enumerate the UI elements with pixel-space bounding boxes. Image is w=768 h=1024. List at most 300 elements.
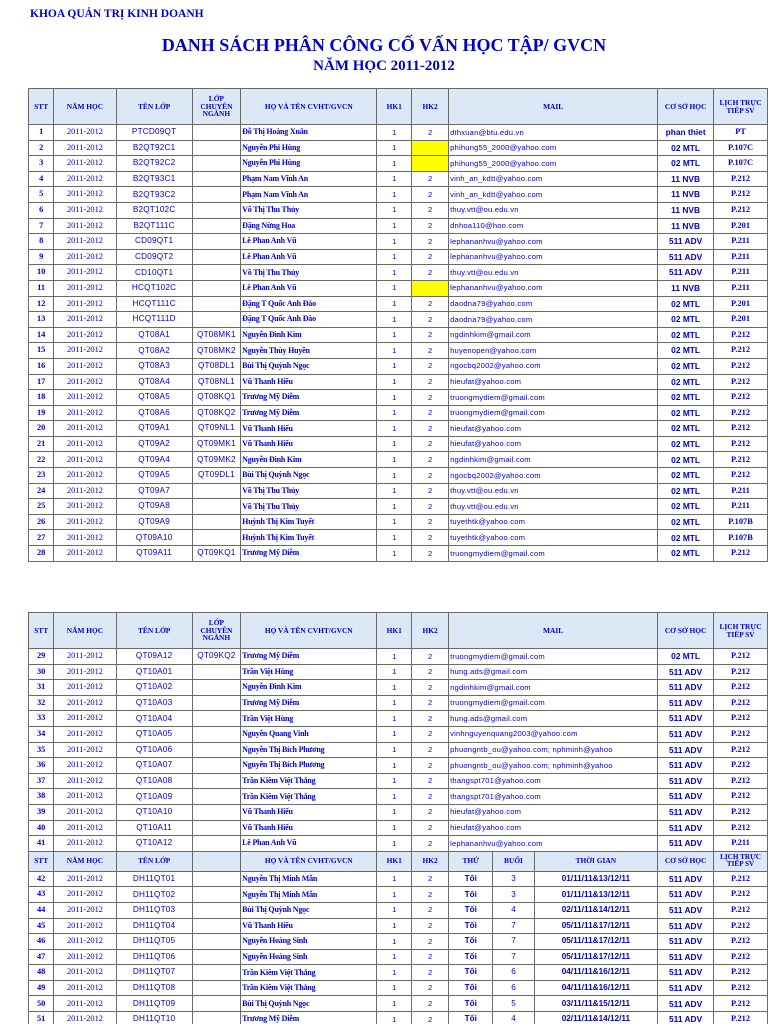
room-cell: P.212 [714,711,768,727]
stt-cell: 42 [29,871,54,887]
hk1-cell: 1 [377,312,412,328]
col-thu-header: THỨ [449,851,493,871]
class-cell: DH11QT04 [116,918,192,934]
mail-cell[interactable]: lephananhvu@yahoo.com [449,836,658,852]
spec-class-cell [192,773,241,789]
table-row [29,187,768,203]
mail-cell[interactable]: vinhnguyenquang2003@yahoo.com [449,726,658,742]
spec-class-cell [192,140,241,156]
campus-cell: 02 MTL [658,421,714,437]
campus-cell: 511 ADV [658,965,714,981]
class-cell: DH11QT02 [116,887,192,903]
mail-cell[interactable]: truongmydiem@gmail.com [449,695,658,711]
mail-cell[interactable]: daodna79@yahoo.com [449,312,658,328]
spec-class-cell [192,156,241,172]
table-row [29,664,768,680]
mail-cell[interactable]: lephananhvu@yahoo.com [449,280,658,296]
campus-cell: 511 ADV [658,887,714,903]
col-room-header: LỊCH TRỰC TIẾP SV [714,851,768,871]
advisor-name-cell: Phạm Nam Vĩnh An [241,171,377,187]
col-campus-header: CƠ SỞ HỌC [658,851,714,871]
advisor-name-cell: Nguyễn Hoàng Sinh [241,949,377,965]
room-cell: P.212 [714,680,768,696]
room-cell: P.212 [714,327,768,343]
spec-class-cell [192,726,241,742]
advisor-name-cell: Huỳnh Thị Kim Tuyết [241,530,377,546]
mail-cell[interactable]: hieufat@yahoo.com [449,820,658,836]
year-cell: 2011-2012 [54,202,116,218]
spec-class-cell: QT09KQ1 [192,546,241,562]
hk1-cell: 1 [377,249,412,265]
table-section-header [29,851,768,871]
room-cell: P.212 [714,804,768,820]
year-cell: 2011-2012 [54,452,116,468]
class-cell: QT10A03 [116,695,192,711]
stt-cell: 23 [29,468,54,484]
hk1-cell: 1 [377,202,412,218]
mail-cell[interactable]: tuyethtk@yahoo.com [449,514,658,530]
campus-cell: 511 ADV [658,249,714,265]
mail-cell[interactable]: dnhoa110@hoo.com [449,218,658,234]
mail-cell[interactable]: ngdinhkim@gmail.com [449,680,658,696]
room-cell: P.212 [714,789,768,805]
spec-class-cell [192,125,241,141]
campus-cell: 511 ADV [658,664,714,680]
campus-cell: 02 MTL [658,140,714,156]
spec-class-cell [192,202,241,218]
advisor-name-cell: Vũ Thanh Hiếu [241,804,377,820]
class-cell: QT09A10 [116,530,192,546]
spec-class-cell [192,980,241,996]
hk1-cell: 1 [377,358,412,374]
hk1-cell: 1 [377,140,412,156]
mail-cell[interactable]: thangspt701@yahoo.com [449,773,658,789]
hk2-cell: 2 [412,374,449,390]
spec-class-cell [192,742,241,758]
spec-class-cell [192,758,241,774]
year-cell: 2011-2012 [54,820,116,836]
advisor-name-cell: Đặng T Quốc Anh Đào [241,312,377,328]
hk1-cell: 1 [377,343,412,359]
col-class-header: TÊN LỚP [116,851,192,871]
advisor-name-cell: Nguyễn Đình Kim [241,452,377,468]
room-cell: P.212 [714,202,768,218]
stt-cell: 5 [29,187,54,203]
mail-cell[interactable]: thangspt701@yahoo.com [449,789,658,805]
mail-cell[interactable]: ngocbq2002@yahoo.com [449,358,658,374]
time-cell: 01/11/11&13/12/11 [534,887,658,903]
advisor-name-cell: Nguyễn Đình Kim [241,327,377,343]
hk1-cell: 1 [377,820,412,836]
table-row [29,358,768,374]
mail-cell[interactable]: phihung55_2000@yahoo.com [449,156,658,172]
advisor-name-cell: Nguyễn Phi Hùng [241,156,377,172]
room-cell: P.212 [714,664,768,680]
col-hk2-header: HK2 [412,613,449,649]
spec-class-cell [192,514,241,530]
year-cell: 2011-2012 [54,871,116,887]
campus-cell: phan thiet [658,125,714,141]
session-cell: 6 [493,965,534,981]
room-cell: P.212 [714,871,768,887]
session-cell: 7 [493,949,534,965]
stt-cell: 15 [29,343,54,359]
room-cell: P.212 [714,949,768,965]
table-header-row [29,613,768,649]
campus-cell: 02 MTL [658,296,714,312]
table-row [29,390,768,406]
room-cell: P.212 [714,996,768,1012]
spec-class-cell [192,483,241,499]
campus-cell: 11 NVB [658,280,714,296]
year-cell: 2011-2012 [54,280,116,296]
stt-cell: 9 [29,249,54,265]
day-cell: Tối [449,918,493,934]
hk2-cell: 2 [412,680,449,696]
table-row [29,726,768,742]
campus-cell: 02 MTL [658,312,714,328]
table-row [29,125,768,141]
day-cell: Tối [449,934,493,950]
stt-cell: 20 [29,421,54,437]
hk2-cell: 2 [412,820,449,836]
hk1-cell: 1 [377,546,412,562]
room-cell: P.212 [714,390,768,406]
advisor-name-cell: Trần Kiêm Việt Thắng [241,965,377,981]
year-cell: 2011-2012 [54,234,116,250]
mail-cell[interactable]: thuy.vtt@ou.edu.vn [449,265,658,281]
col-stt-header: STT [29,89,54,125]
stt-cell: 16 [29,358,54,374]
hk2-cell: 2 [412,436,449,452]
spec-class-cell [192,664,241,680]
time-cell: 01/11/11&13/12/11 [534,871,658,887]
mail-cell[interactable]: truongmydiem@gmail.com [449,405,658,421]
stt-cell: 26 [29,514,54,530]
mail-cell[interactable]: vinh_an_kdtt@yahoo.com [449,171,658,187]
advisor-name-cell: Trương Mỹ Diễm [241,546,377,562]
advisor-name-cell: Nguyễn Đình Kim [241,680,377,696]
time-cell: 05/11/11&17/12/11 [534,934,658,950]
table-row [29,327,768,343]
hk2-cell: 2 [412,902,449,918]
advisor-name-cell: Đặng Nừng Hoa [241,218,377,234]
room-cell: P.107B [714,530,768,546]
table-row [29,421,768,437]
spec-class-cell [192,280,241,296]
spec-class-cell [192,171,241,187]
spec-class-cell [192,695,241,711]
advisor-name-cell: Trương Mỹ Diễm [241,405,377,421]
mail-cell[interactable]: thuy.vtt@ou.edu.vn [449,202,658,218]
hk2-cell [412,140,449,156]
class-cell: B2QT92C1 [116,140,192,156]
room-cell: P.212 [714,965,768,981]
hk1-cell: 1 [377,758,412,774]
hk2-cell: 2 [412,649,449,665]
table-row [29,887,768,903]
spec-class-cell [192,1012,241,1024]
mail-cell[interactable]: phuongntb_ou@yahoo.com; nphminh@yahoo [449,742,658,758]
advisor-name-cell: Nguyễn Hoàng Sinh [241,934,377,950]
day-cell: Tối [449,902,493,918]
time-cell: 04/11/11&16/12/11 [534,980,658,996]
hk2-cell: 2 [412,530,449,546]
hk2-cell: 2 [412,187,449,203]
mail-cell[interactable]: thuy.vtt@ou.edu.vn [449,483,658,499]
hk2-cell: 2 [412,965,449,981]
hk1-cell: 1 [377,280,412,296]
col-hk2-header: HK2 [412,851,449,871]
class-cell: DH11QT01 [116,871,192,887]
year-cell: 2011-2012 [54,664,116,680]
stt-cell: 40 [29,820,54,836]
spec-class-cell [192,836,241,852]
mail-cell[interactable]: thuy.vtt@ou.edu.vn [449,499,658,515]
campus-cell: 511 ADV [658,680,714,696]
col-hk1-header: HK1 [377,613,412,649]
class-cell: B2QT93C1 [116,171,192,187]
school-year-title: NĂM HỌC 2011-2012 [313,58,455,74]
hk1-cell: 1 [377,156,412,172]
table-row [29,514,768,530]
room-cell: P.211 [714,499,768,515]
hk1-cell: 1 [377,405,412,421]
hk2-cell: 2 [412,249,449,265]
mail-cell[interactable]: hieufat@yahoo.com [449,374,658,390]
advisor-name-cell: Trần Việt Hùng [241,711,377,727]
campus-cell: 511 ADV [658,996,714,1012]
table-row [29,452,768,468]
hk1-cell: 1 [377,664,412,680]
hk2-cell: 2 [412,742,449,758]
day-cell: Tối [449,996,493,1012]
stt-cell: 30 [29,664,54,680]
table-row [29,789,768,805]
table-row [29,405,768,421]
day-cell: Tối [449,887,493,903]
table-row [29,312,768,328]
mail-cell[interactable]: hieufat@yahoo.com [449,421,658,437]
year-cell: 2011-2012 [54,949,116,965]
class-cell: B2QT111C [116,218,192,234]
time-cell: 02/11/11&14/12/11 [534,1012,658,1024]
room-cell: P.211 [714,265,768,281]
col-mail-header: MAIL [449,613,658,649]
spec-class-cell [192,902,241,918]
spec-class-cell [192,949,241,965]
campus-cell: 11 NVB [658,171,714,187]
class-cell: QT08A6 [116,405,192,421]
hk2-cell: 2 [412,934,449,950]
day-cell: Tối [449,980,493,996]
room-cell: P.212 [714,468,768,484]
stt-cell: 32 [29,695,54,711]
table-row [29,949,768,965]
hk1-cell: 1 [377,649,412,665]
table-row [29,902,768,918]
table-row [29,280,768,296]
campus-cell: 02 MTL [658,156,714,172]
room-cell: P.212 [714,187,768,203]
stt-cell: 25 [29,499,54,515]
year-cell: 2011-2012 [54,405,116,421]
hk2-cell: 2 [412,405,449,421]
mail-cell[interactable]: hung.ads@gmail.com [449,711,658,727]
campus-cell: 511 ADV [658,234,714,250]
stt-cell: 1 [29,125,54,141]
hk1-cell: 1 [377,918,412,934]
hk1-cell: 1 [377,125,412,141]
mail-cell[interactable]: daodna79@yahoo.com [449,296,658,312]
campus-cell: 511 ADV [658,949,714,965]
hk2-cell: 2 [412,871,449,887]
class-cell: CD09QT2 [116,249,192,265]
campus-cell: 02 MTL [658,358,714,374]
mail-cell[interactable]: hung.ads@gmail.com [449,664,658,680]
mail-cell[interactable]: truongmydiem@gmail.com [449,649,658,665]
spec-class-cell: QT08KQ2 [192,405,241,421]
stt-cell: 39 [29,804,54,820]
table-row [29,468,768,484]
table-row [29,918,768,934]
room-cell: P.212 [714,171,768,187]
mail-cell[interactable]: huyenopen@yahoo.com [449,343,658,359]
campus-cell: 511 ADV [658,711,714,727]
stt-cell: 38 [29,789,54,805]
table-row [29,996,768,1012]
class-cell: QT10A10 [116,804,192,820]
hk1-cell: 1 [377,965,412,981]
mail-cell[interactable]: hieufat@yahoo.com [449,804,658,820]
mail-cell[interactable]: phihung55_2000@yahoo.com [449,140,658,156]
stt-cell: 22 [29,452,54,468]
class-cell: QT09A2 [116,436,192,452]
year-cell: 2011-2012 [54,965,116,981]
hk1-cell: 1 [377,773,412,789]
campus-cell: 511 ADV [658,918,714,934]
time-cell: 05/11/11&17/12/11 [534,918,658,934]
stt-cell: 27 [29,530,54,546]
table-row [29,140,768,156]
advisor-name-cell: Nguyễn Thị Bích Phương [241,758,377,774]
stt-cell: 50 [29,996,54,1012]
spec-class-cell: QT08KQ1 [192,390,241,406]
hk1-cell: 1 [377,436,412,452]
hk1-cell: 1 [377,789,412,805]
col-hk1-header: HK1 [377,851,412,871]
mail-cell[interactable]: truongmydiem@gmail.com [449,390,658,406]
hk1-cell: 1 [377,218,412,234]
advisor-name-cell: Bùi Thị Quỳnh Ngọc [241,996,377,1012]
day-cell: Tối [449,1012,493,1024]
hk1-cell: 1 [377,530,412,546]
room-cell: P.212 [714,358,768,374]
hk2-cell: 2 [412,202,449,218]
time-cell: 05/11/11&17/12/11 [534,949,658,965]
table-row [29,234,768,250]
room-cell: P.211 [714,234,768,250]
advisor-name-cell: Đỗ Thị Hoàng Xuân [241,125,377,141]
mail-cell[interactable]: tuyethtk@yahoo.com [449,530,658,546]
year-cell: 2011-2012 [54,789,116,805]
hk2-cell: 2 [412,234,449,250]
table-row [29,711,768,727]
hk1-cell: 1 [377,695,412,711]
room-cell: P.107C [714,156,768,172]
col-year-header: NĂM HỌC [54,851,116,871]
room-cell: P.212 [714,918,768,934]
class-cell: QT09A9 [116,514,192,530]
hk1-cell: 1 [377,374,412,390]
hk2-cell: 2 [412,343,449,359]
mail-cell[interactable]: lephananhvu@yahoo.com [449,249,658,265]
advisor-name-cell: Trần Việt Hùng [241,664,377,680]
spec-class-cell: QT08MK2 [192,343,241,359]
year-cell: 2011-2012 [54,918,116,934]
col-spec-header: LỚP CHUYÊN NGÀNH [192,89,241,125]
mail-cell[interactable]: ngdinhkim@gmail.com [449,327,658,343]
mail-cell[interactable]: ngdinhkim@gmail.com [449,452,658,468]
room-cell: P.211 [714,483,768,499]
year-cell: 2011-2012 [54,711,116,727]
year-cell: 2011-2012 [54,421,116,437]
advisor-name-cell: Nguyễn Phi Hùng [241,140,377,156]
year-cell: 2011-2012 [54,265,116,281]
advisor-name-cell: Võ Thị Thu Thủy [241,483,377,499]
year-cell: 2011-2012 [54,499,116,515]
campus-cell: 02 MTL [658,405,714,421]
hk1-cell: 1 [377,726,412,742]
stt-cell: 13 [29,312,54,328]
class-cell: QT08A1 [116,327,192,343]
year-cell: 2011-2012 [54,327,116,343]
campus-cell: 02 MTL [658,452,714,468]
campus-cell: 511 ADV [658,934,714,950]
spec-class-cell: QT09DL1 [192,468,241,484]
mail-cell[interactable]: truongmydiem@gmail.com [449,546,658,562]
advisor-name-cell: Lê Phan Anh Vũ [241,234,377,250]
year-cell: 2011-2012 [54,171,116,187]
hk2-cell [412,280,449,296]
campus-cell: 11 NVB [658,202,714,218]
mail-cell[interactable]: lephananhvu@yahoo.com [449,234,658,250]
table-row [29,742,768,758]
mail-cell[interactable]: dthxuan@btu.edu.vn [449,125,658,141]
campus-cell: 511 ADV [658,836,714,852]
mail-cell[interactable]: vinh_an_kdtt@yahoo.com [449,187,658,203]
year-cell: 2011-2012 [54,934,116,950]
table-row [29,680,768,696]
mail-cell[interactable]: phuongntb_ou@yahoo.com; nphminh@yahoo [449,758,658,774]
class-cell: HCQT111D [116,312,192,328]
campus-cell: 511 ADV [658,1012,714,1024]
advisor-name-cell: Võ Thị Thu Thủy [241,265,377,281]
year-cell: 2011-2012 [54,530,116,546]
mail-cell[interactable]: hieufat@yahoo.com [449,436,658,452]
spec-class-cell: QT08NL1 [192,374,241,390]
col-campus-header: CƠ SỞ HỌC [658,89,714,125]
spec-class-cell [192,789,241,805]
campus-cell: 511 ADV [658,789,714,805]
year-cell: 2011-2012 [54,358,116,374]
advisor-name-cell: Trương Mỹ Diễm [241,390,377,406]
spec-class-cell [192,499,241,515]
spec-class-cell [192,249,241,265]
col-buoi-header: BUỔI [493,851,534,871]
campus-cell: 11 NVB [658,218,714,234]
mail-cell[interactable]: ngocbq2002@yahoo.com [449,468,658,484]
